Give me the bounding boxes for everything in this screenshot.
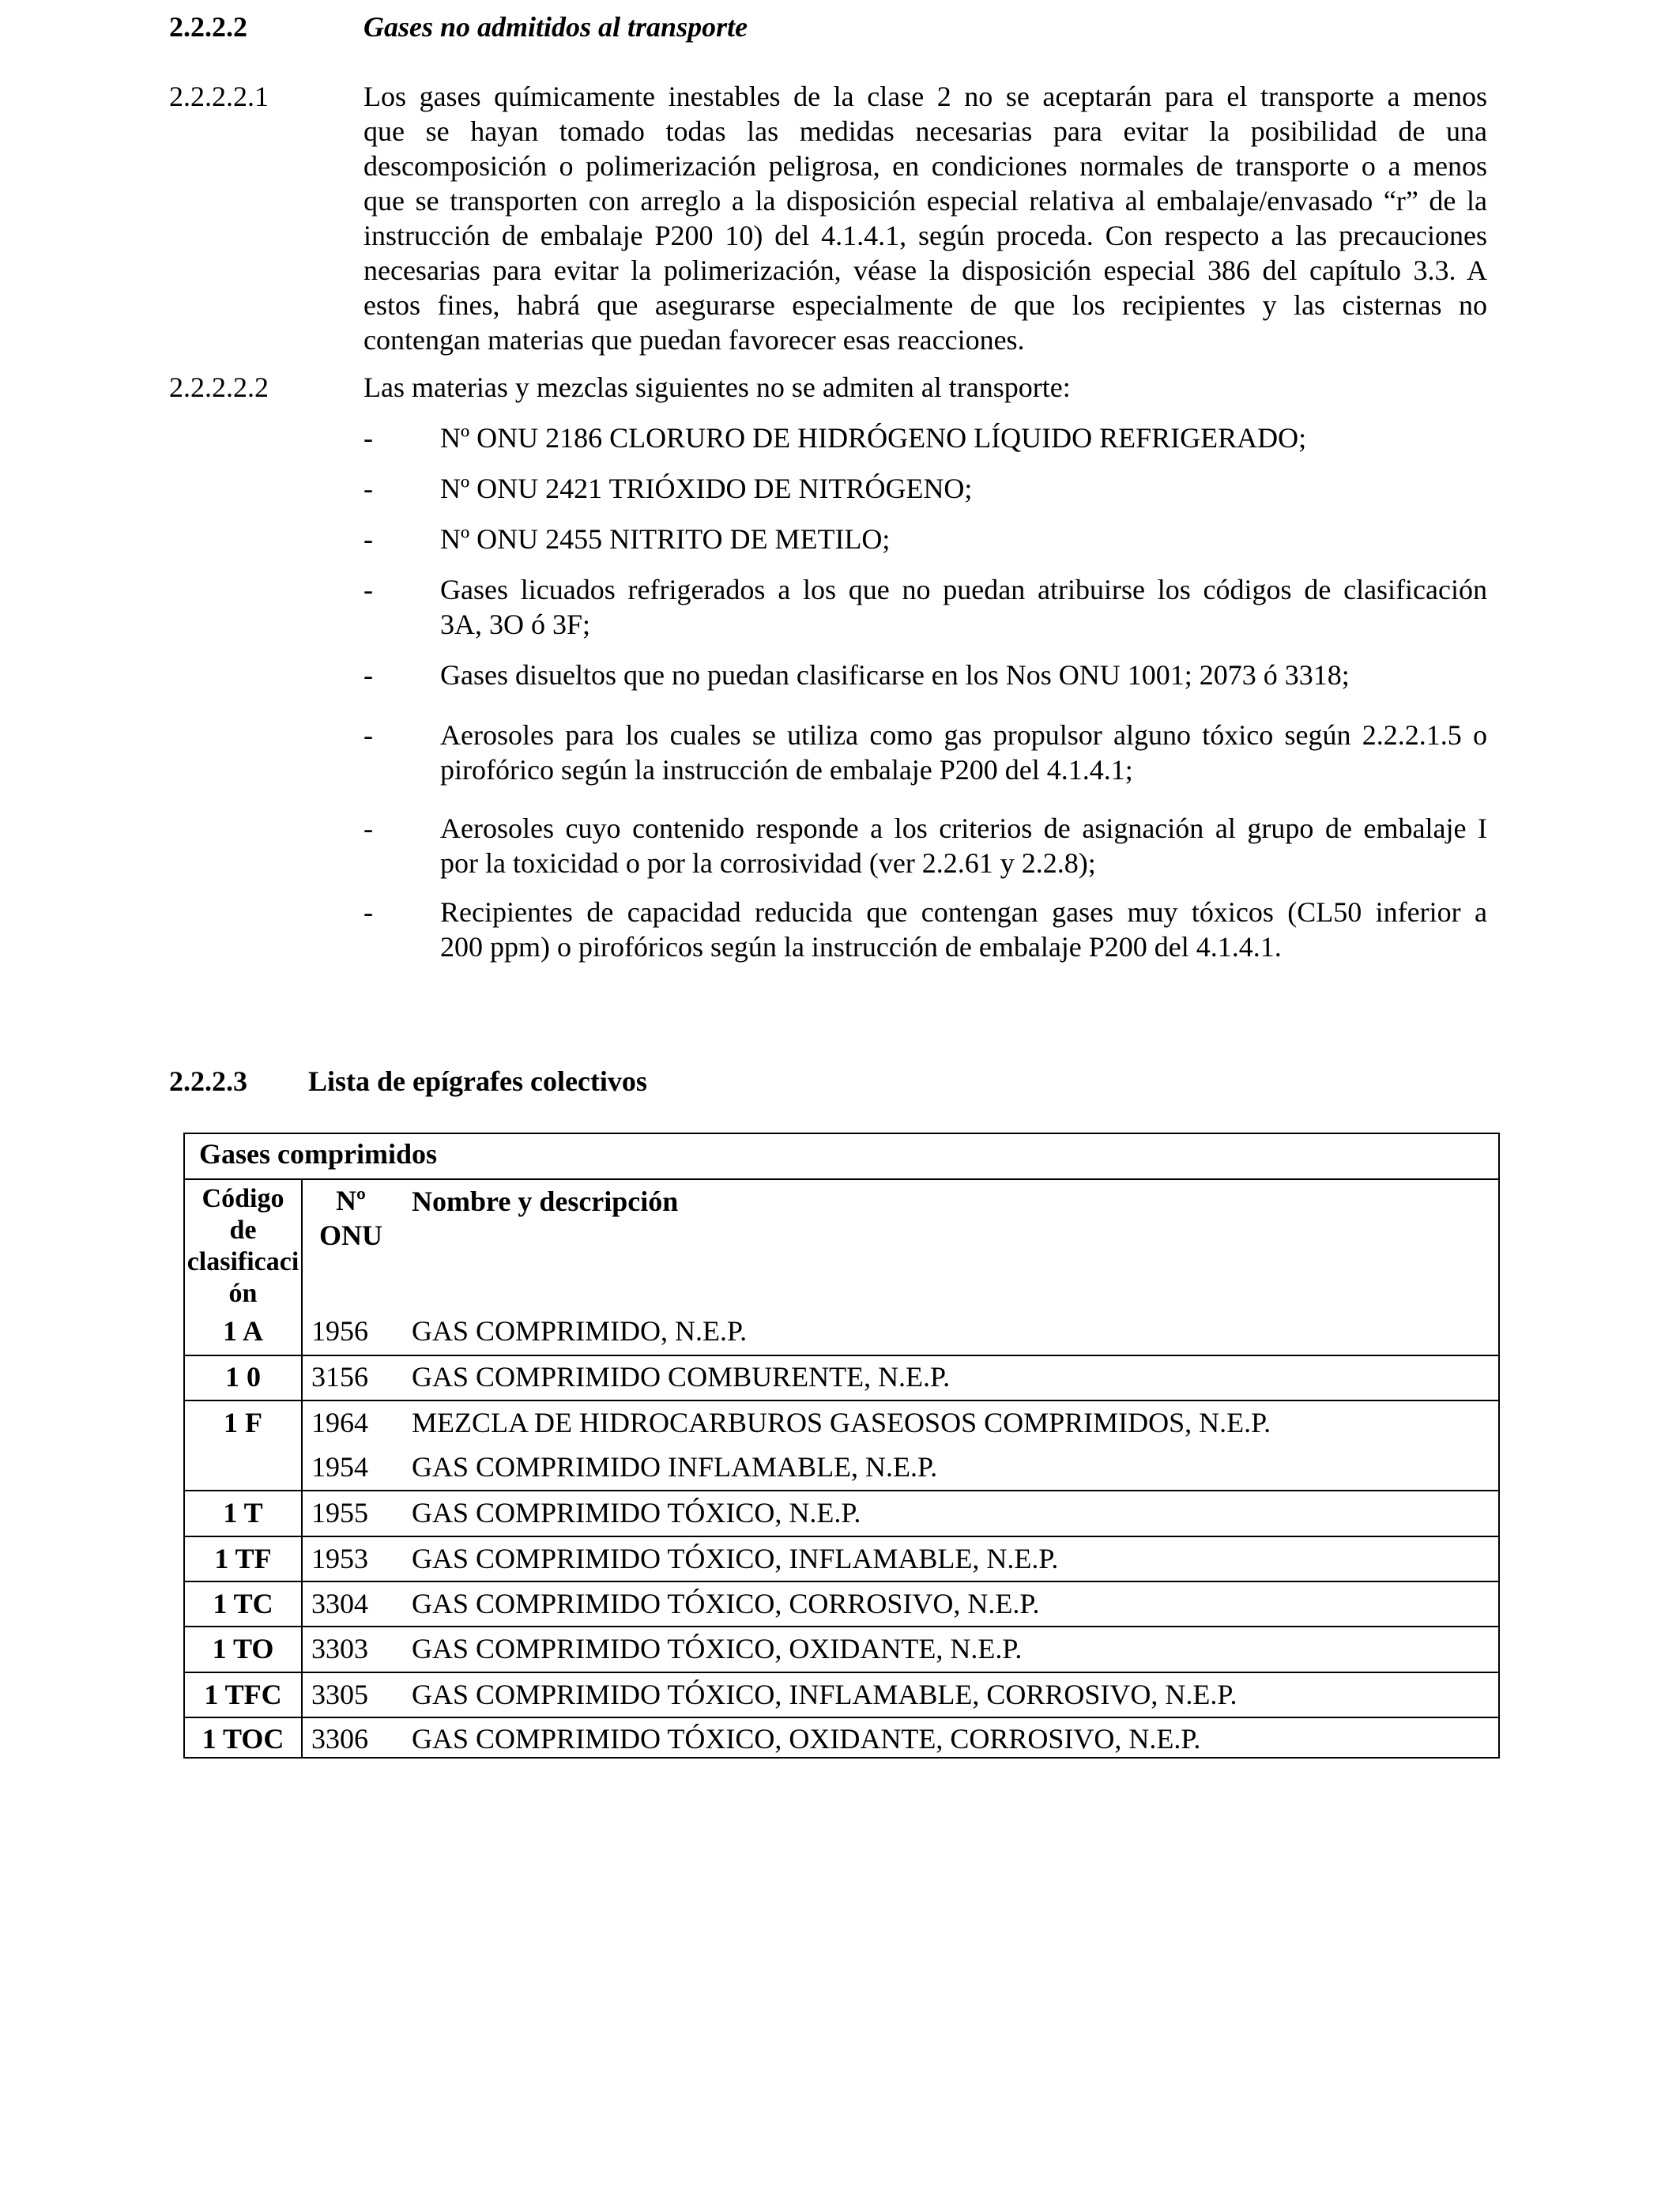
- para-line: descomposición o polimerización peligrosa, en condiciones normales de transporte o a menos: [363, 150, 1487, 182]
- table-rule: [185, 1400, 1498, 1401]
- list-item: [440, 420, 1487, 455]
- table-rule: [185, 1626, 1498, 1627]
- row-code: 1 0: [225, 1361, 261, 1393]
- table-rule: [185, 1178, 1498, 1180]
- list-item: [440, 895, 1487, 964]
- list-item: [440, 522, 1487, 556]
- para-line: Los gases químicamente inestables de la clase 2 no se aceptarán para el transporte a menos: [363, 81, 1487, 112]
- list-item-line: Aerosoles para los cuales se utiliza como gas propulsor alguno tóxico según 2.2.2.1.5 o: [440, 719, 1487, 751]
- section-number-2-2-2-2-1: 2.2.2.2.1: [169, 81, 269, 112]
- table-rule: [185, 1672, 1498, 1673]
- list-item: [440, 811, 1487, 880]
- row-onu: 1964: [311, 1407, 368, 1438]
- table-rule: [185, 1717, 1498, 1718]
- row-onu: 3156: [311, 1361, 368, 1393]
- para-line: estos fines, habrá que asegurarse especialmente de que los recipientes y las cisternas no: [363, 289, 1487, 321]
- row-onu: 3303: [311, 1633, 368, 1664]
- section-number-2-2-2-2-2: 2.2.2.2.2: [169, 371, 269, 403]
- list-bullet: -: [363, 659, 373, 691]
- paragraph-2-2-2-2-1: [363, 79, 1487, 357]
- row-code: 1 TOC: [202, 1723, 284, 1755]
- section-number-2-2-2-3: 2.2.2.3: [169, 1065, 247, 1097]
- row-code: 1 TF: [214, 1543, 272, 1574]
- row-onu: 3304: [311, 1588, 368, 1619]
- row-name: GAS COMPRIMIDO, N.E.P.: [412, 1315, 748, 1347]
- table-rule: [185, 1490, 1498, 1491]
- list-bullet: -: [363, 422, 373, 454]
- row-onu: 1956: [311, 1315, 368, 1347]
- list-item-line: Nº ONU 2421 TRIÓXIDO DE NITRÓGENO;: [440, 473, 973, 504]
- list-item-line: Nº ONU 2186 CLORURO DE HIDRÓGENO LÍQUIDO REFRIGERADO;: [440, 422, 1307, 454]
- para-line: que se transporten con arreglo a la disposición especial relativa al embalaje/envasado “r” de la: [363, 185, 1487, 217]
- column-header-onu: [311, 1183, 390, 1253]
- para-line: contengan materias que puedan favorecer esas reacciones.: [363, 324, 1025, 356]
- section-title-gases-no-admitidos: Gases no admitidos al transporte: [363, 11, 748, 43]
- row-name: MEZCLA DE HIDROCARBUROS GASEOSOS COMPRIMIDOS, N.E.P.: [412, 1407, 1271, 1438]
- row-onu: 3306: [311, 1723, 368, 1755]
- row-code: 1 TC: [213, 1588, 273, 1619]
- row-onu: 3305: [311, 1679, 368, 1710]
- column-header-code-line: ón: [228, 1279, 258, 1308]
- list-bullet: -: [363, 719, 373, 751]
- row-name: GAS COMPRIMIDO INFLAMABLE, N.E.P.: [412, 1451, 938, 1483]
- row-name: GAS COMPRIMIDO TÓXICO, INFLAMABLE, CORROSIVO, N.E.P.: [412, 1679, 1237, 1710]
- list-item-line: por la toxicidad o por la corrosividad (ver 2.2.61 y 2.2.8);: [440, 847, 1096, 879]
- para-line: que se hayan tomado todas las medidas necesarias para evitar la posibilidad de una: [363, 115, 1487, 147]
- row-onu: 1954: [311, 1451, 368, 1483]
- row-code: 1 T: [223, 1497, 263, 1529]
- list-item-line: Aerosoles cuyo contenido responde a los criterios de asignación al grupo de embalaje I: [440, 812, 1487, 844]
- section-title-lista-epigrafes: Lista de epígrafes colectivos: [308, 1065, 647, 1097]
- list-item: [440, 572, 1487, 642]
- row-code: 1 A: [222, 1315, 263, 1347]
- list-item-line: Nº ONU 2455 NITRITO DE METILO;: [440, 523, 891, 555]
- column-header-code-line: de: [229, 1216, 257, 1245]
- collective-entries-table: [183, 1133, 1500, 1759]
- row-name: GAS COMPRIMIDO TÓXICO, OXIDANTE, N.E.P.: [412, 1633, 1023, 1664]
- list-item-line: Gases licuados refrigerados a los que no puedan atribuirse los códigos de clasificación: [440, 574, 1487, 605]
- row-name: GAS COMPRIMIDO TÓXICO, OXIDANTE, CORROSIVO, N.E.P.: [412, 1723, 1201, 1755]
- table-column-divider: [301, 1178, 303, 1757]
- para-line: instrucción de embalaje P200 10) del 4.1.4.1, según proceda. Con respecto a las precauciones: [363, 220, 1487, 251]
- row-code: 1 F: [224, 1407, 262, 1438]
- list-bullet: -: [363, 812, 373, 844]
- list-item: [440, 718, 1487, 787]
- list-bullet: -: [363, 574, 373, 605]
- row-onu: 1953: [311, 1543, 368, 1574]
- section-number-2-2-2-2: 2.2.2.2: [169, 11, 247, 43]
- row-code: 1 TO: [212, 1633, 274, 1664]
- row-name: GAS COMPRIMIDO COMBURENTE, N.E.P.: [412, 1361, 951, 1393]
- column-header-onu-line: Nº: [336, 1185, 366, 1216]
- column-header-onu-line: ONU: [319, 1220, 382, 1251]
- list-bullet: -: [363, 473, 373, 504]
- row-name: GAS COMPRIMIDO TÓXICO, N.E.P.: [412, 1497, 861, 1529]
- list-item-line: 200 ppm) o pirofóricos según la instrucción de embalaje P200 del 4.1.4.1.: [440, 931, 1282, 963]
- list-bullet: -: [363, 896, 373, 928]
- list-item-line: Gases disueltos que no puedan clasificarse en los Nos ONU 1001; 2073 ó 3318;: [440, 659, 1350, 691]
- column-header-code: [185, 1183, 301, 1310]
- list-item-line: pirofórico según la instrucción de embalaje P200 del 4.1.4.1;: [440, 754, 1133, 786]
- column-header-name: Nombre y descripción: [412, 1186, 679, 1217]
- list-item-line: Recipientes de capacidad reducida que contengan gases muy tóxicos (CL50 inferior a: [440, 896, 1487, 928]
- column-header-code-line: clasificaci: [186, 1247, 299, 1276]
- row-code: 1 TFC: [204, 1679, 282, 1710]
- column-header-code-line: Código: [202, 1184, 284, 1213]
- para-line: necesarias para evitar la polimerización, véase la disposición especial 386 del capítulo 3.3. A: [363, 254, 1487, 286]
- table-rule: [185, 1536, 1498, 1537]
- list-item-line: 3A, 3O ó 3F;: [440, 609, 591, 640]
- table-rule: [185, 1355, 1498, 1356]
- table-rule: [185, 1581, 1498, 1582]
- paragraph-2-2-2-2-2-intro: Las materias y mezclas siguientes no se admiten al transporte:: [363, 371, 1071, 403]
- row-name: GAS COMPRIMIDO TÓXICO, CORROSIVO, N.E.P.: [412, 1588, 1040, 1619]
- row-name: GAS COMPRIMIDO TÓXICO, INFLAMABLE, N.E.P.: [412, 1543, 1059, 1574]
- list-item: [440, 658, 1487, 692]
- table-caption: Gases comprimidos: [199, 1138, 437, 1170]
- list-bullet: -: [363, 523, 373, 555]
- row-onu: 1955: [311, 1497, 368, 1529]
- list-item: [440, 471, 1487, 506]
